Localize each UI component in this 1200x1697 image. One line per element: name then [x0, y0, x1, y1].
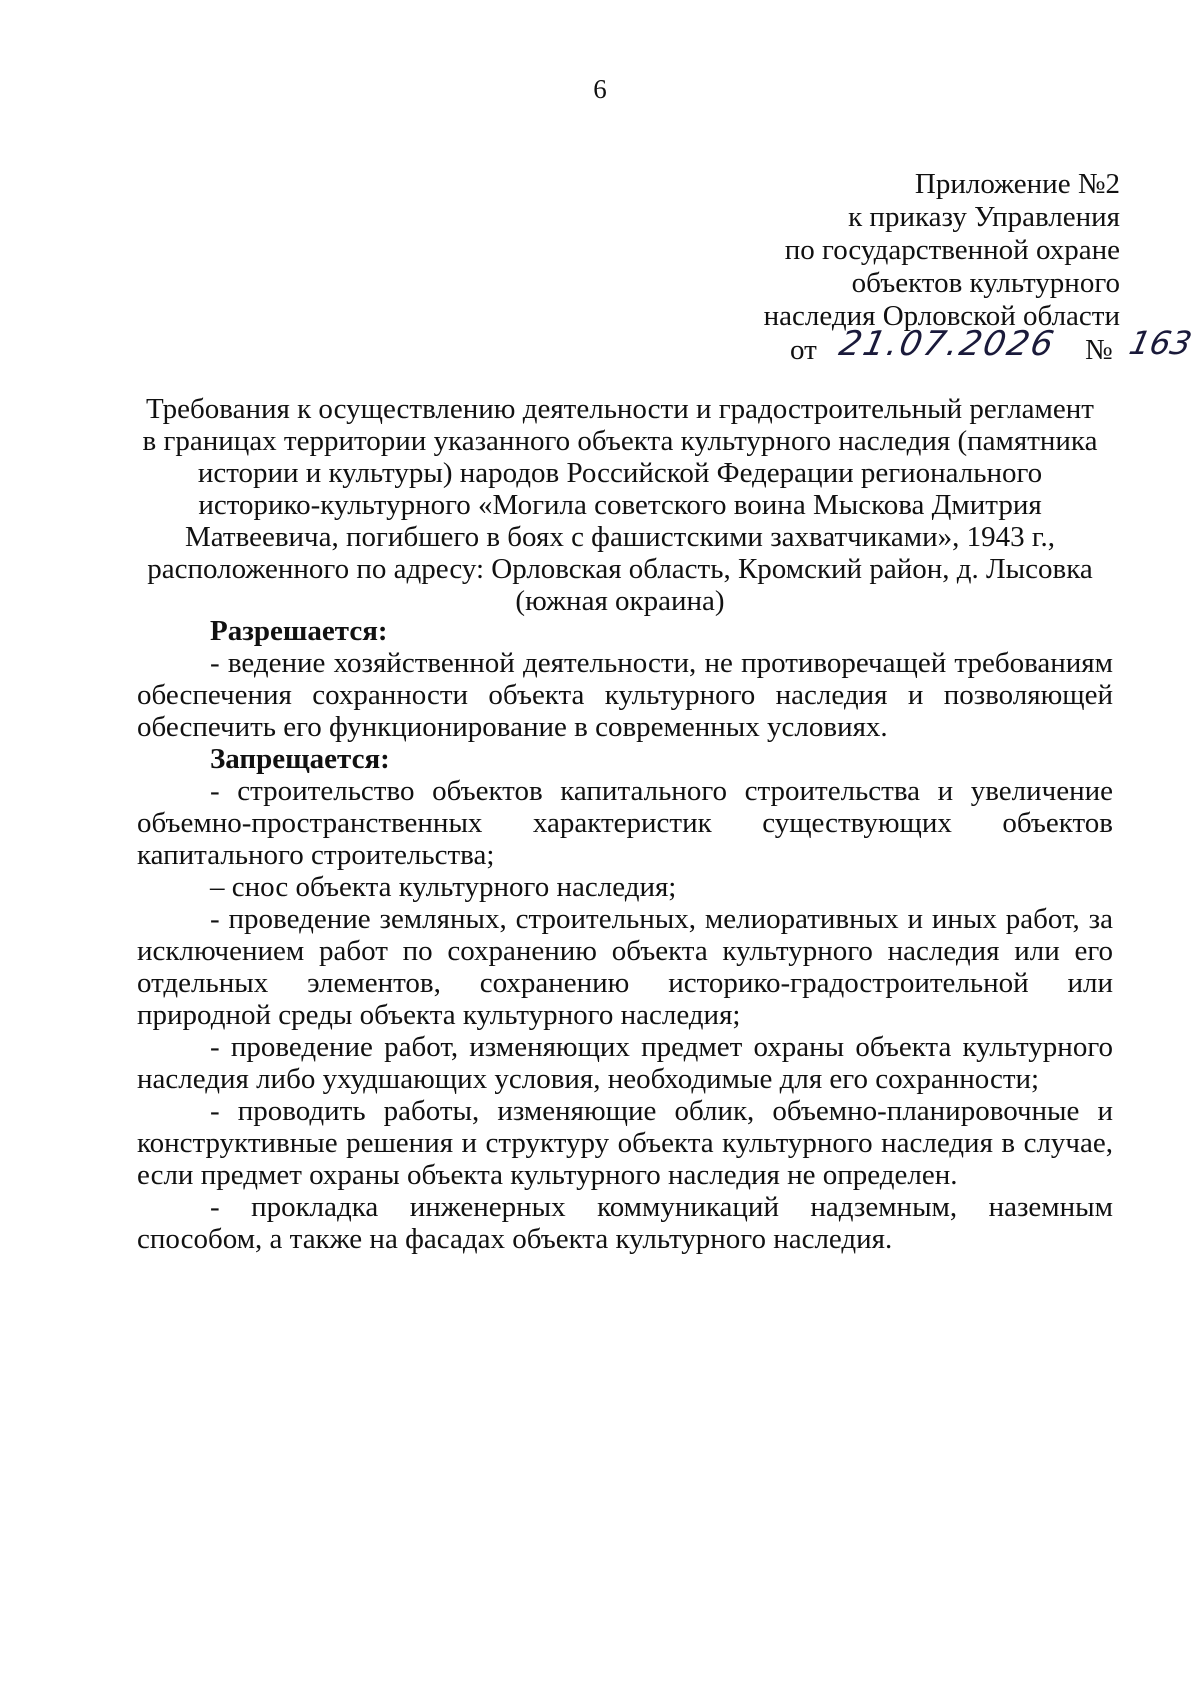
handwritten-date: 21.07.2026	[835, 324, 1059, 364]
date-prefix: от	[790, 334, 817, 366]
document-title: Требования к осуществлению деятельности и градостроительный регламент в границах территории указанного объекта культурного наследия (памятника истории и культуры) народов Российской Федерации регионального историко-культурного «Могила советского воина Мыскова Дмитрия Матвеевича, погибшего в боях с фашистскими захватчиками», 1943 г., расположенного по адресу: Орловская область, Кромский район, д. Лысовка (южная окраина)	[142, 393, 1098, 617]
prohibited-item: - проводить работы, изменяющие облик, объемно-планировочные и конструктивные решения и структуру объекта культурного наследия в случае, если предмет охраны объекта культурного наследия не определен.	[137, 1095, 1113, 1191]
appendix-line-region: наследия Орловской области	[763, 300, 1120, 332]
appendix-line-authority: по государственной охране	[784, 234, 1120, 266]
prohibited-item: – снос объекта культурного наследия;	[210, 871, 677, 903]
appendix-line-order: к приказу Управления	[848, 201, 1120, 233]
prohibited-item: - строительство объектов капитального строительства и увеличение объемно-пространственных характеристик существующих объектов капитального строительства;	[137, 775, 1113, 871]
appendix-header	[520, 168, 1120, 333]
prohibited-item: - проведение работ, изменяющих предмет охраны объекта культурного наследия либо ухудшающих условия, необходимые для его сохранности;	[137, 1031, 1113, 1095]
document-body	[137, 615, 1113, 1257]
appendix-title: Приложение №2	[914, 168, 1120, 200]
prohibited-heading: Запрещается:	[210, 743, 390, 775]
prohibited-item: - проведение земляных, строительных, мелиоративных и иных работ, за исключением работ по сохранению объекта культурного наследия или его отдельных элементов, сохранению историко-градостроительной или природной среды объекта культурного наследия;	[137, 903, 1113, 1031]
order-date-number	[790, 324, 1196, 380]
number-prefix: №	[1085, 334, 1113, 366]
page-number: 6	[593, 74, 607, 104]
allowed-heading: Разрешается:	[210, 615, 388, 647]
allowed-item: - ведение хозяйственной деятельности, не противоречащей требованиям обеспечения сохранности объекта культурного наследия и позволяющей обеспечить его функционирование в современных условиях.	[137, 647, 1113, 743]
handwritten-number: 163	[1125, 324, 1196, 362]
prohibited-item: - прокладка инженерных коммуникаций надземным, наземным способом, а также на фасадах объекта культурного наследия.	[137, 1191, 1113, 1255]
appendix-line-objects: объектов культурного	[851, 267, 1120, 299]
